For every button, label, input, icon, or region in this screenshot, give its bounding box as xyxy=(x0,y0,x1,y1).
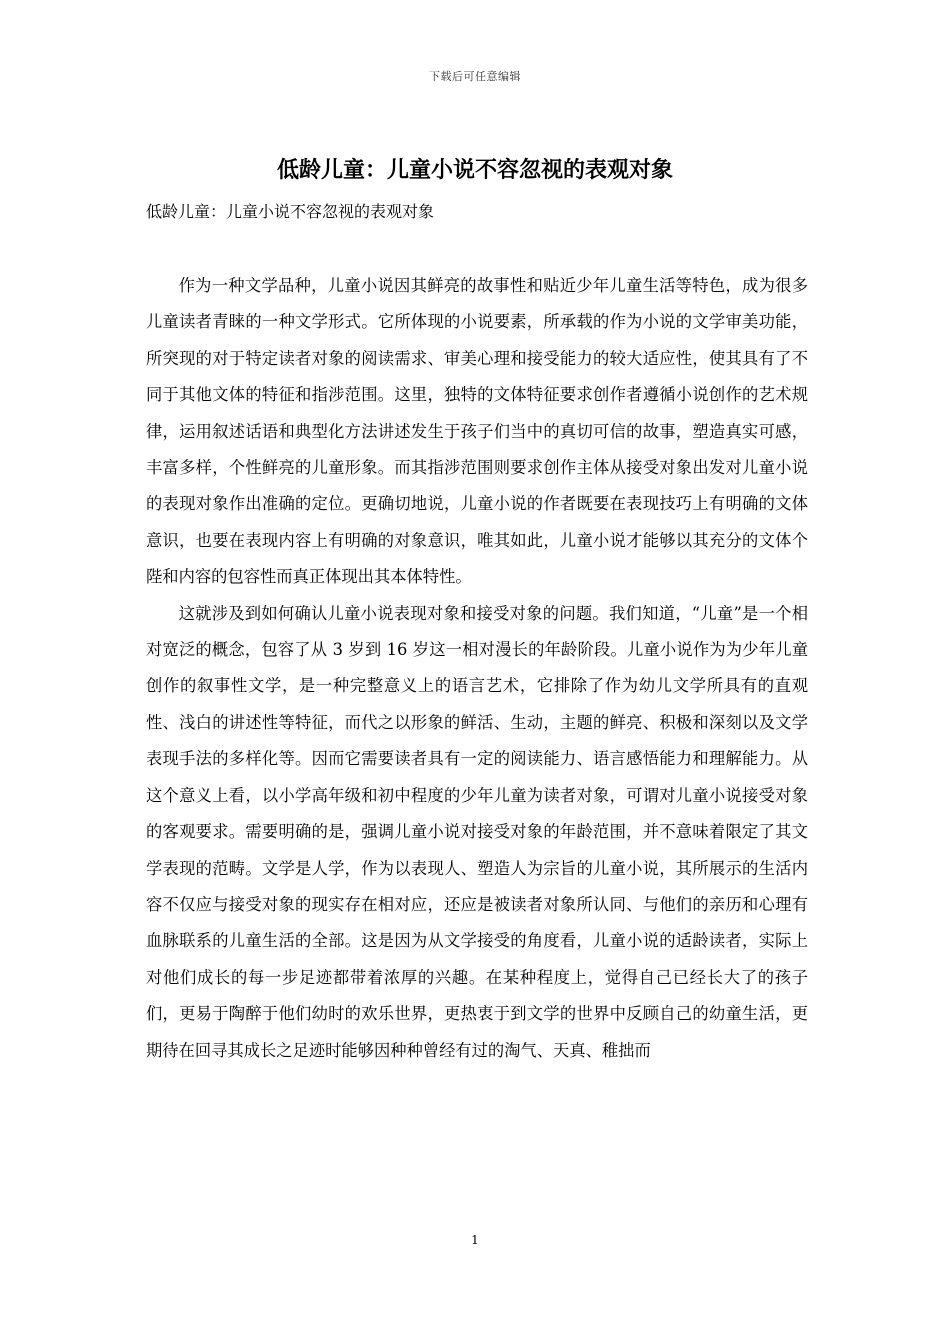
document-title: 低龄儿童：儿童小说不容忽视的表观对象 xyxy=(276,157,673,183)
paragraph: 这就涉及到如何确认儿童小说表现对象和接受对象的问题。我们知道，“儿童”是一个相对宽泛的概念，包容了从 3 岁到 16 岁这一相对漫长的年龄阶段。儿童小说作为为少年儿童创作的叙事性文学，是一种完整意义上的语言艺术，它排除了作为幼儿文学所具有的直观性、浅白的讲述性等特征，而代之以形象的鲜活、生动，主题的鲜亮、积极和深刻以及文学表现手法的多样化等。因而它需要读者具有一定的阅读能力、语言感悟能力和理解能力。从这个意义上看，以小学高年级和初中程度的少年儿童为读者对象，可谓对儿童小说接受对象的客观要求。需要明确的是，强调儿童小说对接受对象的年龄范围，并不意味着限定了其文学表现的范畴。文学是人学，作为以表现人、塑造人为宗旨的儿童小说，其所展示的生活内容不仅应与接受对象的现实存在相对应，还应是被读者对象所认同、与他们的亲历和心理有血脉联系的儿童生活的全部。这是因为从文学接受的角度看，儿童小说的适龄读者，实际上对他们成长的每一步足迹都带着浓厚的兴趣。在某种程度上，觉得自己已经长大了的孩子们，更易于陶醉于他们幼时的欢乐世界，更热衷于到文学的世界中反顾自己的幼童生活，更期待在回寻其成长之足迹时能够因种种曾经有过的淘气、天真、稚拙而 xyxy=(146,603,808,1060)
document-body xyxy=(146,268,808,1069)
header-note: 下载后可任意编辑 xyxy=(429,70,521,83)
paragraph: 作为一种文学品种，儿童小说因其鲜亮的故事性和贴近少年儿童生活等特色，成为很多儿童读者青睐的一种文学形式。它所体现的小说要素，所承载的作为小说的文学审美功能，所突现的对于特定读者对象的阅读需求、审美心理和接受能力的较大适应性，使其具有了不同于其他文体的特征和指涉范围。这里，独特的文体特征要求创作者遵循小说创作的艺术规律，运用叙述话语和典型化方法讲述发生于孩子们当中的真切可信的故事，塑造真实可感，丰富多样，个性鲜亮的儿童形象。而其指涉范围则要求创作主体从接受对象出发对儿童小说的表现对象作出准确的定位。更确切地说，儿童小说的作者既要在表现技巧上有明确的文体意识，也要在表现内容上有明确的对象意识，唯其如此，儿童小说才能够以其充分的文体个陛和内容的包容性而真正体现出其本体特性。 xyxy=(146,276,808,587)
page-number: 1 xyxy=(471,1233,479,1247)
document-subtitle: 低龄儿童：儿童小说不容忽视的表观对象 xyxy=(146,202,435,221)
